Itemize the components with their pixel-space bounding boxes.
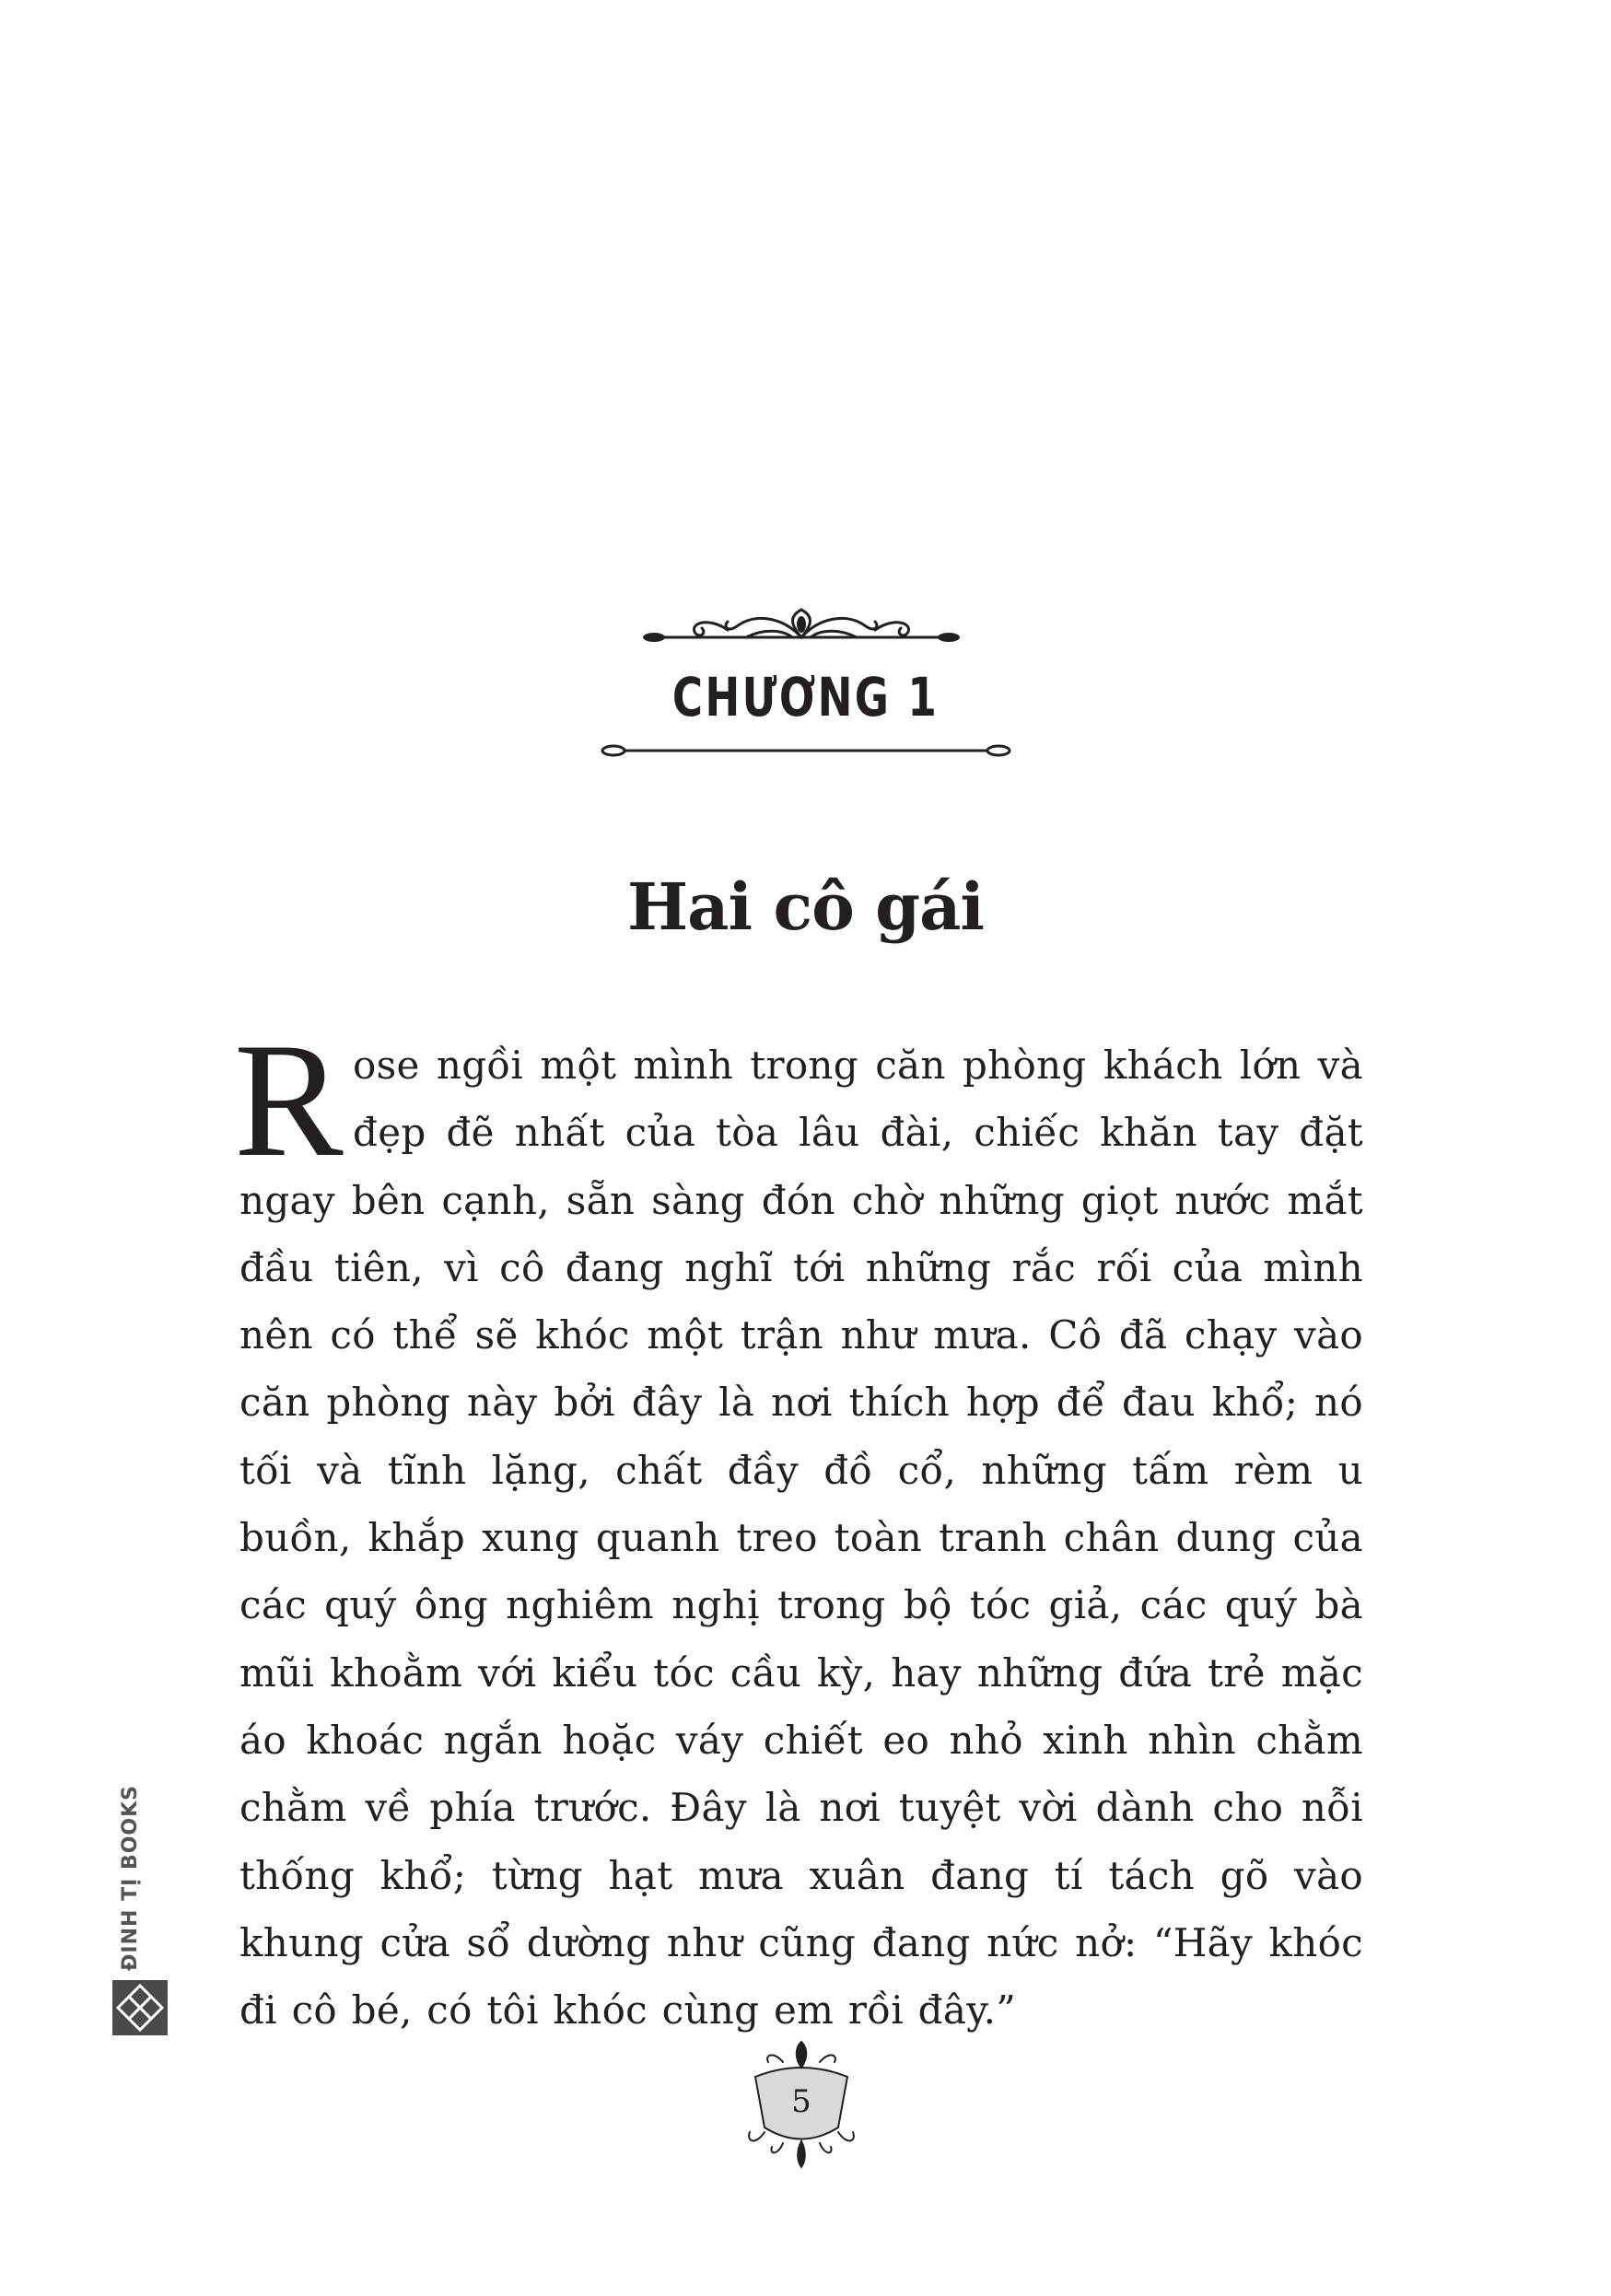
flourish-top-ornament-icon [636,589,967,654]
body-paragraph: ose ngồi một mình trong căn phòng khách lớn và đẹp đẽ nhất của tòa lâu đài, chiếc khăn tay đặt ngay bên cạnh, sẵn sàng đón chờ những giọt nước mắt đầu tiên, vì cô đang nghĩ tới những rắc rối của mình nên có thể sẽ khóc một trận như mưa. Cô đã chạy vào căn phòng này bởi đây là nơi thích hợp để đau khổ; nó tối và tĩnh lặng, chất đầy đồ cổ, những tấm rèm u buồn, khắp xung quanh treo toàn tranh chân dung của các quý ông nghiêm nghị trong bộ tóc giả, các quý bà mũi khoằm với kiểu tóc cầu kỳ, hay những đứa trẻ mặc áo khoác ngắn hoặc váy chiết eo nhỏ xinh nhìn chằm chằm về phía trước. Đây là nơi tuyệt vời dành cho nỗi thống khổ; từng hạt mưa xuân đang tí tách gõ vào khung cửa sổ dường như cũng đang nức nở: “Hãy khóc đi cô bé, có tôi khóc cùng em rồi đây.” [239,1043,1363,2034]
chapter-label: CHƯƠNG 1 [671,666,940,728]
drop-cap-letter: R [234,1008,344,1191]
publisher-name: ĐINH TỊ BOOKS [119,1784,142,1971]
dinh-ti-diamond-logo-icon [112,1980,168,2035]
publisher-brand [103,1784,168,2035]
divider-ornament-icon [599,737,1013,764]
chapter-body-text [234,1008,1363,2044]
page-number: 5 [791,2083,811,2120]
chapter-title: Hai cô gái [626,868,985,945]
